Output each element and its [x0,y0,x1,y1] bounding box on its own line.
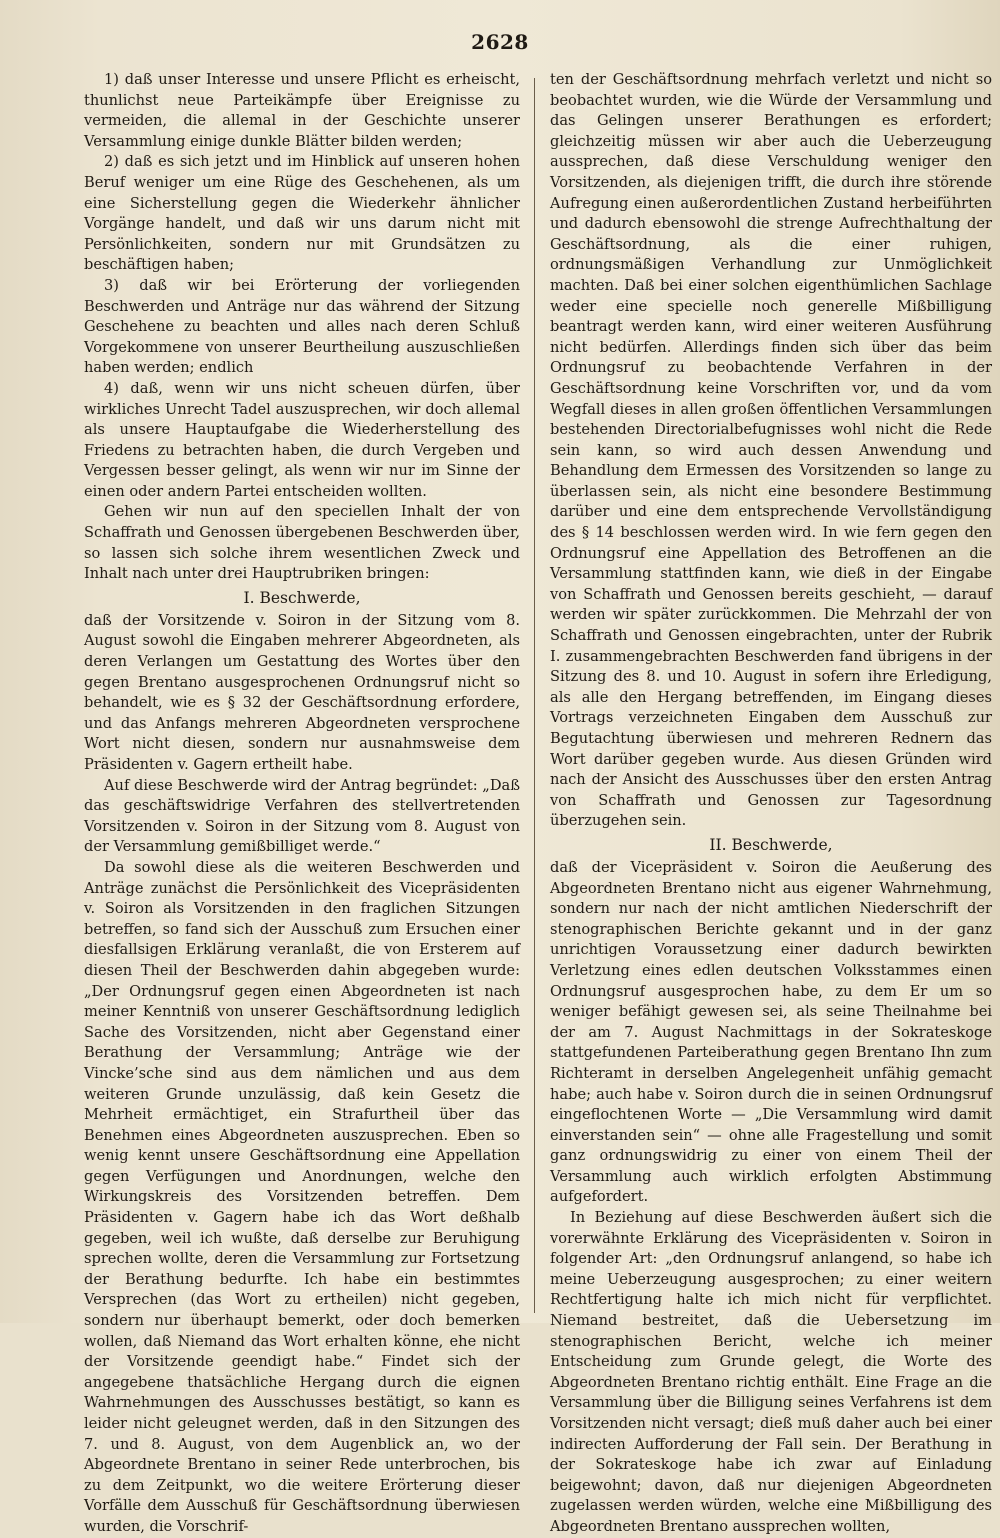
paragraph: Da sowohl diese als die weiteren Beschwerden und Anträge zunächst die Persönlichkeit des Vicepräsidenten v. Soiron als Vorsitzenden in den fraglichen Sitzungen betreffen, so fand sich der Ausschuß zum Ersuchen einer diesfallsigen Erklärung veranlaßt, die von Ersterem auf diesen Theil der Beschwerden dahin abgegeben wurde: „Der Ordnungsruf gegen einen Abgeordneten ist nach meiner Kenntniß von unserer Geschäftsordnung lediglich Sache des Vorsitzenden, nicht aber Gegenstand einer Berathung der Versammlung; Anträge wie der Vincke’sche sind aus dem nämlichen und aus dem weiteren Grunde unzulässig, daß kein Gesetz die Mehrheit ermächtiget, ein Strafurtheil über das Benehmen eines Abgeordneten auszusprechen. Eben so wenig kennt unsere Geschäftsordnung eine Appellation gegen Verfügungen und Anordnungen, welche den Wirkungskreis des Vorsitzenden betreffen. Dem Präsidenten v. Gagern habe ich das Wort deßhalb gegeben, weil ich wußte, daß derselbe zur Beruhigung sprechen wollte, deren die Versammlung zur Fortsetzung der Berathung bedurfte. Ich habe ein bestimmtes Versprechen (das Wort zu ertheilen) nicht gegeben, sondern nur überhaupt bemerkt, oder doch bemerken wollen, daß Niemand das Wort erhalten könne, ehe nicht der Vorsitzende geendigt habe.“ Findet sich der angegebene thatsächliche Hergang durch die eignen Wahrnehmungen des Ausschusses bestätigt, so kann es leider nicht geleugnet werden, daß in den Sitzungen des 7. und 8. August, von dem Augenblick an, wo der Abgeordnete Brentano in seiner Rede unterbrochen, bis zu dem Zeitpunkt, wo die weitere Erörterung dieser Vorfälle dem Ausschuß für Geschäftsordnung überwiesen wurden, die Vorschrif- [84,858,520,1535]
left-column [84,70,520,1535]
paragraph: daß der Vorsitzende v. Soiron in der Sitzung vom 8. August sowohl die Eingaben mehrerer Abgeordneten, als deren Verlangen um Gestattung des Wortes über den gegen Brentano ausgesprochenen Ordnungsruf nicht so behandelt, wie es § 32 der Geschäftsordnung erfordere, und das Anfangs mehreren Abgeordneten versprochene Wort nicht diesen, sondern nur ausnahmsweise dem Präsidenten v. Gagern ertheilt habe. [84,611,520,773]
section-heading: II. Beschwerde, [709,835,833,854]
numbered-point: 4) daß, wenn wir uns nicht scheuen dürfen, über wirkliches Unrecht Tadel auszusprechen, wir doch allemal als unsere Hauptaufgabe die Wiederherstellung des Friedens zu betrachten haben, die durch Vergeben und Vergessen besser gelingt, als wenn wir nur im Sinne der einen oder andern Partei entscheiden wollten. [84,379,520,500]
paragraph: ten der Geschäftsordnung mehrfach verletzt und nicht so beobachtet wurden, wie die Würde der Versammlung und das Gelingen unserer Berathungen es erfordert; gleichzeitig müssen wir aber auch die Ueberzeugung aussprechen, daß diese Verschuldung weniger den Vorsitzenden, als diejenigen trifft, die durch ihre störende Aufregung einen außerordentlichen Zustand herbeiführten und dadurch ebensowohl die strenge Aufrechthaltung der Geschäftsordnung, als die einer ruhigen, ordnungsmäßigen Verhandlung zur Unmöglichkeit machten. Daß bei einer solchen eigenthümlichen Sachlage weder eine specielle noch generelle Mißbilligung beantragt werden kann, wird einer weiteren Ausführung nicht bedürfen. Allerdings finden sich über das beim Ordnungsruf zu beobachtende Verfahren in der Geschäftsordnung keine Vorschriften vor, und da vom Wegfall dieses in allen großen öffentlichen Versammlungen bestehenden Directorialbefugnisses wohl nicht die Rede sein kann, so wird auch dessen Anwendung und Behandlung dem Ermessen des Vorsitzenden so lange zu überlassen sein, als nicht eine besondere Bestimmung darüber und eine dem entsprechende Vervollständigung des § 14 beschlossen werden wird. In wie fern gegen den Ordnungsruf eine Appellation des Betroffenen an die Versammlung stattfinden kann, wie dieß in der Eingabe von Schaffrath und Genossen bereits geschieht, — darauf werden wir später zurückkommen. Die Mehrzahl der von Schaffrath und Genossen eingebrachten, unter der Rubrik I. zusammengebrachten Beschwerden fand übrigens in der Sitzung des 8. und 10. August in sofern ihre Erledigung, als alle den Hergang betreffenden, im Eingang dieses Vortrags verzeichneten Eingaben dem Ausschuß zur Begutachtung überwiesen und mehreren Rednern das Wort darüber gegeben wurde. Aus diesen Gründen wird nach der Ansicht des Ausschusses über den ersten Antrag von Schaffrath und Genossen zur Tagesordnung überzugehen sein. [550,71,992,830]
paragraph: Gehen wir nun auf den speciellen Inhalt der von Schaffrath und Genossen übergebenen Beschwerden über, so lassen sich solche ihrem wesentlichen Zweck und Inhalt nach unter drei Hauptrubriken bringen: [84,503,520,583]
paragraph: In Beziehung auf diese Beschwerden äußert sich die vorerwähnte Erklärung des Vicepräsidenten v. Soiron in folgender Art: „den Ordnungsruf anlangend, so habe ich meine Ueberzeugung ausgesprochen; zu einer weitern Rechtfertigung halte ich mich nicht für verpflichtet. Niemand bestreitet, daß die Uebersetzung im stenographischen Bericht, welche ich meiner Entscheidung zum Grunde gelegt, die Worte des Abgeordneten Brentano richtig enthält. Eine Frage an die Versammlung über die Billigung seines Verfahrens ist dem Vorsitzenden nicht versagt; dieß muß daher auch bei einer indirecten Aufforderung der Fall sein. Der Berathung in der Sokrateskoge habe ich zwar auf Einladung beigewohnt; davon, daß nur diejenigen Abgeordneten zugelassen werden würden, welche eine Mißbilligung des Abgeordneten Brentano aussprechen wollten, [550,1209,992,1535]
column-divider [534,78,535,1313]
numbered-point: 1) daß unser Interesse und unsere Pflicht es erheischt, thunlichst neue Parteikämpfe über Ereignisse zu vermeiden, die allemal in der Geschichte unserer Versammlung einige dunkle Blätter bilden werden; [84,71,520,150]
numbered-point: 3) daß wir bei Erörterung der vorliegenden Beschwerden und Anträge nur das während der Sitzung Geschehene zu beachten und alles nach deren Schluß Vorgekommene von unserer Beurtheilung auszuschließen haben werden; endlich [84,276,520,377]
numbered-point: 2) daß es sich jetzt und im Hinblick auf unseren hohen Beruf weniger um eine Rüge des Geschehenen, als um eine Sicherstellung gegen die Wiederkehr ähnlicher Vorgänge handelt, und daß wir uns darum nicht mit Persönlichkeiten, sondern nur mit Grundsätzen zu beschäftigen haben; [84,153,520,274]
paragraph: daß der Vicepräsident v. Soiron die Aeußerung des Abgeordneten Brentano nicht aus eigener Wahrnehmung, sondern nur nach der nicht amtlichen Niederschrift der stenographischen Berichte gekannt und in der ganz unrichtigen Voraussetzung einer dadurch bewirkten Verletzung eines edlen deutschen Volksstammes einen Ordnungsruf ausgesprochen habe, zu dem Er um so weniger befähigt gewesen sei, als seine Theilnahme bei der am 7. August Nachmittags in der Sokrateskoge stattgefundenen Parteiberathung gegen Brentano Ihn zum Richteramt in derselben Angelegenheit unfähig gemacht habe; auch habe v. Soiron durch die in seinen Ordnungsruf eingeflochtenen Worte — „Die Versammlung wird damit einverstanden sein“ — ohne alle Fragestellung und somit ganz ordnungswidrig zu einer von einem Theil der Versammlung auch wirklich erfolgten Abstimmung aufgefordert. [550,858,992,1206]
paragraph: Auf diese Beschwerde wird der Antrag begründet: „Daß das geschäftswidrige Verfahren des stellvertretenden Vorsitzenden v. Soiron in der Sitzung vom 8. August von der Versammlung gemißbilliget werde.“ [84,776,520,856]
right-column [550,70,992,1535]
page-number: 2628 [471,30,529,54]
section-heading: I. Beschwerde, [243,588,361,607]
